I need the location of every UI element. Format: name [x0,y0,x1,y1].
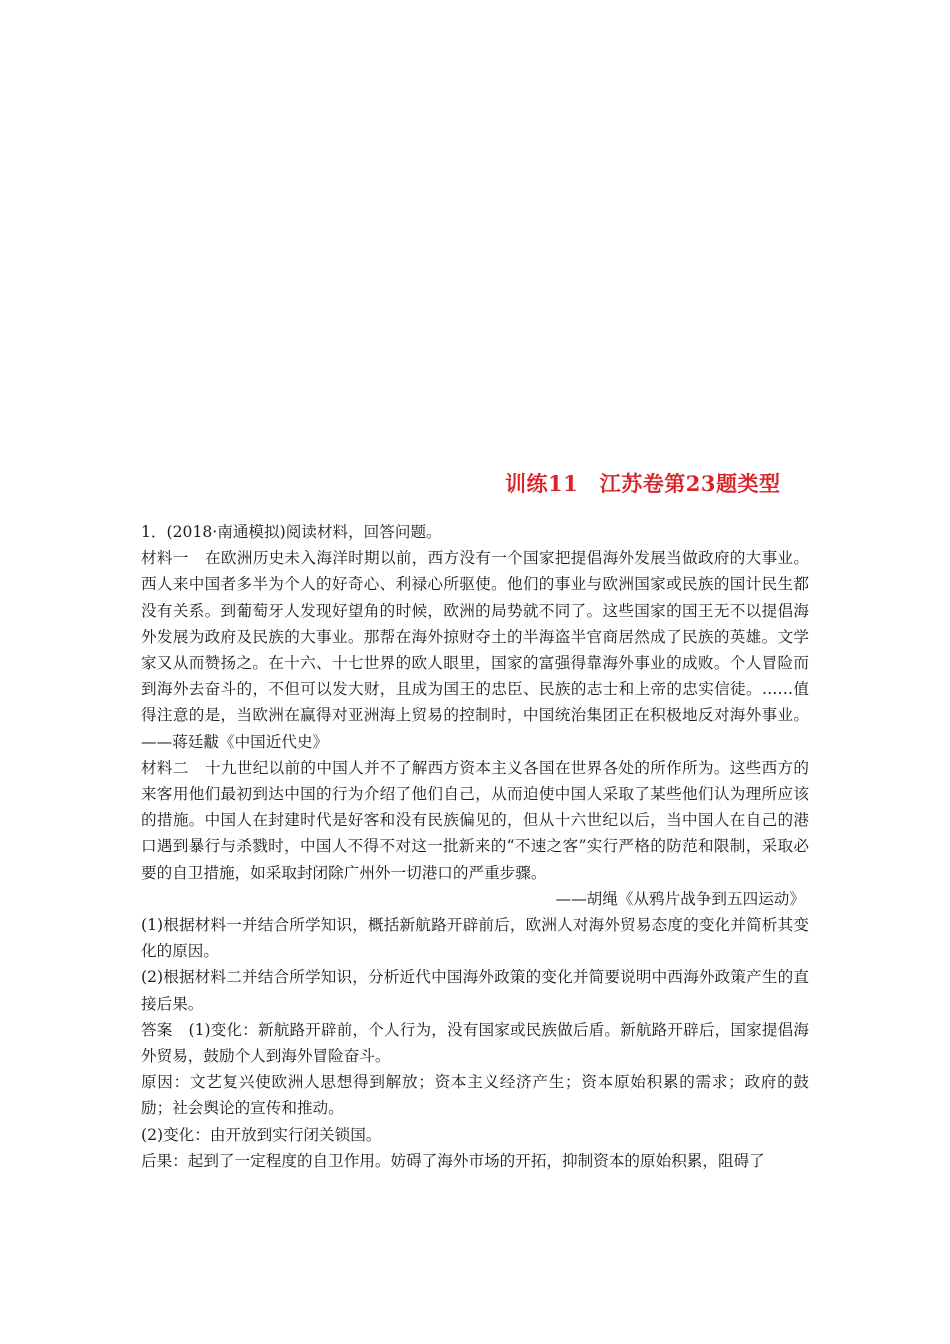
answer-2: (2)变化：由开放到实行闭关锁国。 [141,1125,382,1144]
answer-1 [141,1017,809,1069]
page-title: 训练11 江苏卷第23题类型 [505,471,781,496]
answer-1-reason: 原因：文艺复兴使欧洲人思想得到解放；资本主义经济产生；资本原始积累的需求；政府的鼓励；社会舆论的宣传和推动。 [141,1073,809,1118]
material-two-source: ——胡绳《从鸦片战争到五四运动》 [555,889,805,908]
answer-label: 答案 [141,1020,173,1039]
material-one [141,545,809,755]
material-two-text: 十九世纪以前的中国人并不了解西方资本主义各国在世界各处的所作所为。这些西方的来客用他们最初到达中国的行为介绍了他们自己，从而迫使中国人采取了某些他们认为理所应该的措施。中国人在封建时代是好客和没有民族偏见的，但从十六世纪以后，当中国人在自己的港口遇到暴行与杀戮时，中国人不得不对这一批新来的“不速之客”实行严格的防范和限制，采取必要的自卫措施，如采取封闭除广州外一切港口的严重步骤。 [141,758,809,882]
material-one-label: 材料一 [141,549,189,568]
answer-1-text: (1)变化：新航路开辟前，个人行为，没有国家或民族做后盾。新航路开辟后，国家提倡海外贸易，鼓励个人到海外冒险奋斗。 [141,1020,809,1066]
question-intro: 1．(2018·南通模拟)阅读材料，回答问题。 [141,523,442,541]
material-two-label: 材料二 [141,758,189,777]
material-two [141,755,809,886]
material-one-text: 在欧洲历史未入海洋时期以前，西方没有一个国家把提倡海外发展当做政府的大事业。西人来中国者多半为个人的好奇心、利禄心所驱使。他们的事业与欧洲国家或民族的国计民生都没有关系。到葡萄牙人发现好望角的时候，欧洲的局势就不同了。这些国家的国王无不以提倡海外发展为政府及民族的大事业。那帮在海外掠财夺土的半海盗半官商居然成了民族的英雄。文学家又从而赞扬之。在十六、十七世界的欧人眼里，国家的富强得靠海外事业的成败。个人冒险而到海外去奋斗的，不但可以发大财，且成为国王的忠臣、民族的志士和上帝的忠实信徒。……值得注意的是，当欧洲在赢得对亚洲海上贸易的控制时，中国统治集团正在积极地反对海外事业。——蒋廷黻《中国近代史》 [141,549,809,751]
answer-2-result: 后果：起到了一定程度的自卫作用。妨碍了海外市场的开拓，抑制资本的原始积累，阻碍了 [141,1151,765,1170]
sub-question-2: (2)根据材料二并结合所学知识，分析近代中国海外政策的变化并简要说明中西海外政策产生的直接后果。 [141,968,809,1013]
question-content [141,519,809,1174]
sub-question-1: (1)根据材料一并结合所学知识，概括新航路开辟前后，欧洲人对海外贸易态度的变化并简析其变化的原因。 [141,916,809,961]
